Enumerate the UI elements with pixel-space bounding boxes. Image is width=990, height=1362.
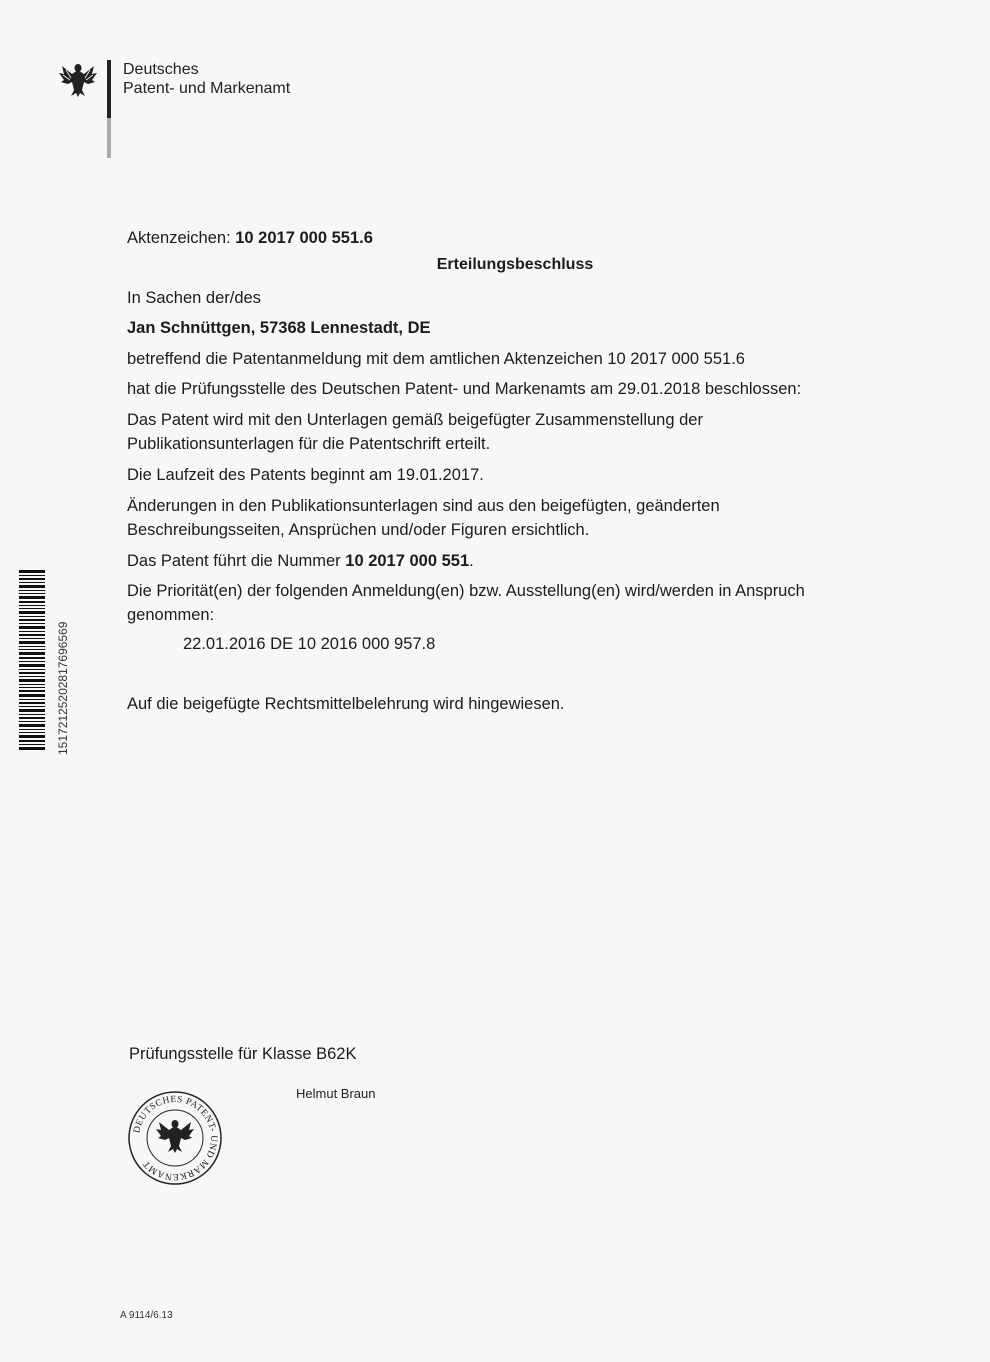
paragraph-changes-line2: Beschreibungsseiten, Ansprüchen und/oder Figuren ersichtlich. [127, 521, 590, 539]
official-seal-icon [127, 1090, 223, 1186]
form-code: A 9114/6.13 [120, 1310, 173, 1321]
org-name [123, 60, 290, 98]
paragraph-priority-line1: Die Priorität(en) der folgenden Anmeldung(en) bzw. Ausstellung(en) wird/werden in Anspruch [127, 582, 805, 600]
federal-eagle-icon [58, 60, 98, 98]
paragraph-grant-line1: Das Patent wird mit den Unterlagen gemäß beigefügter Zusammenstellung der [127, 411, 703, 429]
paragraph-number [127, 549, 887, 573]
barcode-number: 151721252028176965​69 [56, 621, 70, 755]
paragraph-decision: hat die Prüfungsstelle des Deutschen Patent- und Markenamts am 29.01.2018 beschlossen: [127, 380, 802, 398]
org-line-2: Patent- und Markenamt [123, 80, 291, 97]
patent-number: 10 2017 000 551 [345, 552, 470, 570]
document-title: Erteilungsbeschluss [436, 256, 594, 273]
paragraph-changes-line1: Änderungen in den Publikationsunterlagen sind aus den beigefügten, geänderten [127, 497, 720, 515]
paragraph-term: Die Laufzeit des Patents beginnt am 19.01.2017. [127, 466, 484, 484]
in-sachen: In Sachen der/des [127, 289, 261, 307]
aktenzeichen-line [127, 226, 887, 250]
paragraph-priority-line2: genommen: [127, 606, 215, 624]
aktenzeichen-label: Aktenzeichen: [127, 229, 231, 247]
number-suffix: . [469, 552, 474, 570]
number-prefix: Das Patent führt die Nummer [127, 552, 341, 570]
header-divider-bar [107, 60, 111, 118]
signatory-name: Helmut Braun [296, 1086, 376, 1101]
applicant: Jan Schnüttgen, 57368 Lennestadt, DE [127, 319, 431, 337]
paragraph-application: betreffend die Patentanmeldung mit dem amtlichen Aktenzeichen 10 2017 000 551.6 [127, 350, 745, 368]
barcode [19, 570, 45, 752]
priority-entry: 22.01.2016 DE 10 2016 000 957.8 [183, 635, 436, 653]
examining-division: Prüfungsstelle für Klasse B62K [129, 1045, 357, 1063]
paragraph-appeal: Auf die beigefügte Rechtsmittelbelehrung wird hingewiesen. [127, 695, 565, 713]
aktenzeichen-value: 10 2017 000 551.6 [235, 229, 373, 247]
header-divider-bar-light [107, 118, 111, 158]
svg-text:DEUTSCHES PATENT- UND MARKENAM: DEUTSCHES PATENT- UND MARKENAMT [132, 1094, 219, 1182]
paragraph-grant-line2: Publikationsunterlagen für die Patentschrift erteilt. [127, 435, 491, 453]
org-line-1: Deutsches [123, 61, 199, 78]
